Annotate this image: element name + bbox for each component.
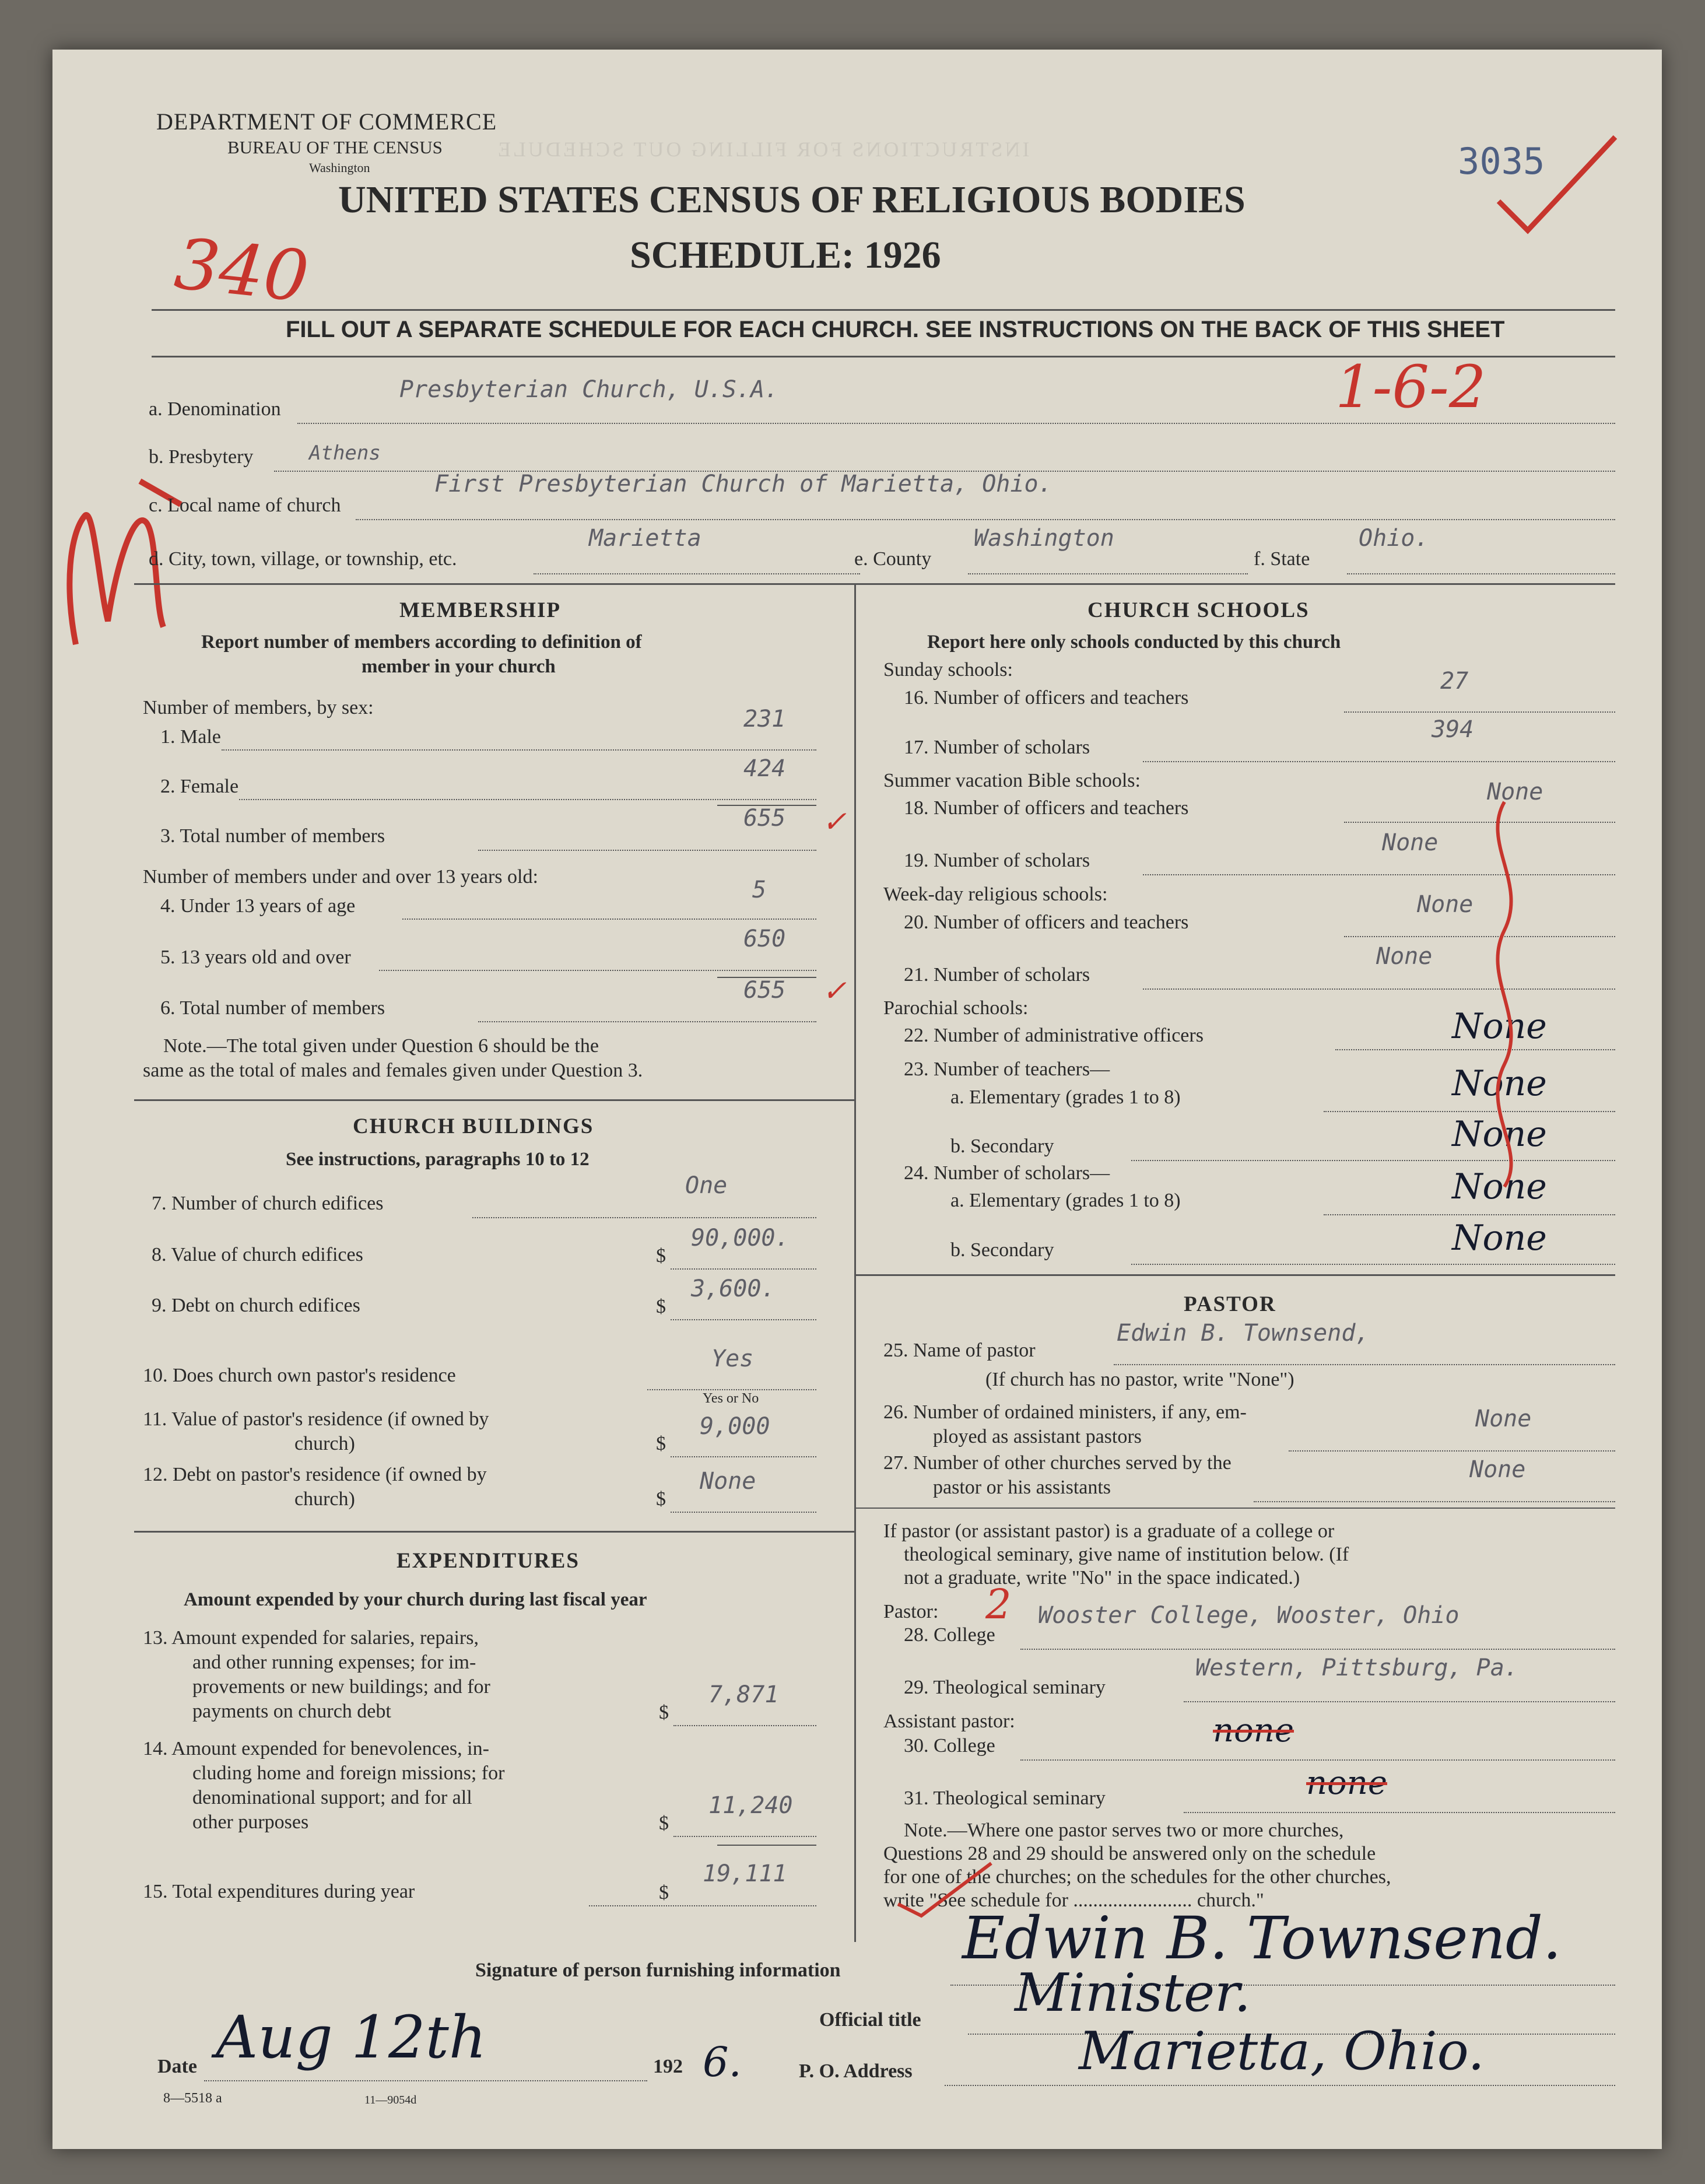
church-buildings-heading: CHURCH BUILDINGS <box>353 1114 594 1138</box>
po-address-label: P. O. Address <box>799 2060 913 2082</box>
q9-label: 9. Debt on church edifices <box>152 1295 360 1316</box>
q11-label-line1: 11. Value of pastor's residence (if owned by <box>143 1408 489 1430</box>
membership-note-line2: same as the total of males and females given under Question 3. <box>143 1060 643 1081</box>
q10-label: 10. Does church own pastor's residence <box>143 1365 456 1386</box>
presbytery-label: b. Presbytery <box>149 446 254 468</box>
q17-label: 17. Number of scholars <box>904 737 1090 758</box>
q15-label: 15. Total expenditures during year <box>143 1881 415 1902</box>
q14-label-line2: cluding home and foreign missions; for <box>192 1762 505 1784</box>
q20-label: 20. Number of officers and teachers <box>904 912 1189 933</box>
q4-under13-value[interactable]: 5 <box>752 877 767 903</box>
county-value[interactable]: Washington <box>974 525 1114 552</box>
q9-dollar-sign: $ <box>656 1296 666 1317</box>
q25-label: 25. Name of pastor <box>883 1340 1036 1361</box>
q10-value[interactable]: Yes <box>711 1345 754 1372</box>
membership-subtitle-line2: member in your church <box>362 656 556 677</box>
q23b-value[interactable]: None <box>1452 1114 1547 1155</box>
denomination-label: a. Denomination <box>149 398 281 420</box>
expenditures-subtitle: Amount expended by your church during last fiscal year <box>184 1589 647 1610</box>
assistant-pastor-label: Assistant pastor: <box>883 1710 1015 1732</box>
q16-label: 16. Number of officers and teachers <box>904 687 1189 709</box>
q8-dollar-sign: $ <box>656 1245 666 1267</box>
q22-value[interactable]: None <box>1452 1006 1547 1047</box>
red-checkmark-icon <box>1487 131 1627 248</box>
pastor-heading: PASTOR <box>1184 1292 1276 1316</box>
state-value[interactable]: Ohio. <box>1359 525 1429 552</box>
bleed-through-title: INSTRUCTIONS FOR FILLING OUT SCHEDULE <box>496 138 1030 161</box>
church-schools-heading: CHURCH SCHOOLS <box>1087 598 1310 622</box>
form-title: UNITED STATES CENSUS OF RELIGIOUS BODIES <box>338 178 1246 221</box>
q19-value[interactable]: None <box>1382 829 1439 856</box>
q2-female-value[interactable]: 424 <box>743 755 786 782</box>
graduate-instruction-line2: theological seminary, give name of institution below. (If <box>904 1544 1349 1565</box>
q13-label-line1: 13. Amount expended for salaries, repairs, <box>143 1627 479 1649</box>
q17-value[interactable]: 394 <box>1432 716 1474 743</box>
q24b-label: b. Secondary <box>950 1239 1054 1261</box>
state-label: f. State <box>1254 548 1310 570</box>
q14-label-line3: denominational support; and for all <box>192 1787 472 1808</box>
q12-label-line1: 12. Debt on pastor's residence (if owned by <box>143 1464 487 1485</box>
local-name-value[interactable]: First Presbyterian Church of Marietta, Ohio. <box>434 471 1053 497</box>
church-buildings-subtitle: See instructions, paragraphs 10 to 12 <box>286 1149 590 1170</box>
q18-value[interactable]: None <box>1487 779 1543 805</box>
by-age-label: Number of members under and over 13 years old: <box>143 866 538 888</box>
stamp-number: 3035 <box>1458 140 1545 183</box>
q19-label: 19. Number of scholars <box>904 850 1090 871</box>
q27-label-line2: pastor or his assistants <box>933 1477 1111 1498</box>
q4-under13-label: 4. Under 13 years of age <box>160 895 356 917</box>
q9-value[interactable]: 3,600. <box>691 1275 776 1302</box>
q31-label: 31. Theological seminary <box>904 1787 1106 1809</box>
bureau-city: Washington <box>309 160 370 175</box>
city-value[interactable]: Marietta <box>589 525 701 552</box>
red-number-annotation: 340 <box>171 223 313 318</box>
expenditures-heading: EXPENDITURES <box>397 1549 580 1573</box>
sunday-schools-label: Sunday schools: <box>883 659 1013 681</box>
q13-dollar-sign: $ <box>659 1702 669 1723</box>
by-sex-label: Number of members, by sex: <box>143 697 374 718</box>
q3-total-value[interactable]: 655 <box>743 805 786 832</box>
q6-total-value[interactable]: 655 <box>743 977 786 1004</box>
q31-value[interactable]: none <box>1306 1764 1387 1802</box>
q23a-label: a. Elementary (grades 1 to 8) <box>950 1086 1181 1108</box>
weekday-schools-label: Week-day religious schools: <box>883 884 1108 905</box>
q23a-value[interactable]: None <box>1452 1063 1547 1104</box>
q12-label-line2: church) <box>294 1488 355 1510</box>
q23-label: 23. Number of teachers— <box>904 1058 1110 1080</box>
red-tick-icon: ✓ <box>822 805 847 839</box>
pastor-sub-label: Pastor: <box>883 1601 939 1622</box>
q21-label: 21. Number of scholars <box>904 964 1090 986</box>
census-schedule-page <box>52 50 1662 2149</box>
q11-value[interactable]: 9,000 <box>700 1413 770 1440</box>
q24-label: 24. Number of scholars— <box>904 1162 1110 1184</box>
q29-label: 29. Theological seminary <box>904 1677 1106 1698</box>
q28-label: 28. College <box>904 1624 995 1646</box>
pastor-note-line3: for one of the churches; on the schedules for the other churches, <box>883 1866 1391 1888</box>
q26-label-line1: 26. Number of ordained ministers, if any, em- <box>883 1401 1247 1423</box>
signature-value[interactable]: Edwin B. Townsend. <box>962 1904 1562 1972</box>
q14-dollar-sign: $ <box>659 1813 669 1834</box>
schedule-title: SCHEDULE: 1926 <box>630 234 941 276</box>
q29-value[interactable]: Western, Pittsburg, Pa. <box>1195 1654 1518 1681</box>
q24b-value[interactable]: None <box>1452 1218 1547 1258</box>
official-title-label: Official title <box>819 2009 921 2031</box>
department-name: DEPARTMENT OF COMMERCE <box>156 108 497 135</box>
q10-hint: Yes or No <box>703 1391 759 1406</box>
membership-heading: MEMBERSHIP <box>399 598 561 622</box>
pastor-note-line2: Questions 28 and 29 should be answered only on the schedule <box>883 1843 1376 1864</box>
separate-schedule-instruction: FILL OUT A SEPARATE SCHEDULE FOR EACH CHURCH. SEE INSTRUCTIONS ON THE BACK OF THIS SHEET <box>286 317 1505 342</box>
date-label: Date <box>157 2056 197 2077</box>
church-schools-subtitle: Report here only schools conducted by this church <box>927 632 1341 653</box>
q27-label-line1: 27. Number of other churches served by the <box>883 1452 1232 1474</box>
q30-value[interactable]: none <box>1213 1712 1294 1750</box>
q18-label: 18. Number of officers and teachers <box>904 797 1189 819</box>
membership-subtitle-line1: Report number of members according to definition of <box>201 632 642 653</box>
q24a-value[interactable]: None <box>1452 1166 1547 1207</box>
q28-value[interactable]: Wooster College, Wooster, Ohio <box>1038 1602 1460 1629</box>
q8-value[interactable]: 90,000. <box>691 1225 790 1251</box>
q13-label-line2: and other running expenses; for im- <box>192 1652 476 1673</box>
q25-value[interactable]: Edwin B. Townsend, <box>1117 1320 1370 1347</box>
red-tick-icon: ✓ <box>822 974 847 1008</box>
q6-total-label: 6. Total number of members <box>160 997 385 1019</box>
q24a-label: a. Elementary (grades 1 to 8) <box>950 1190 1181 1211</box>
q16-value[interactable]: 27 <box>1440 668 1469 695</box>
q1-male-label: 1. Male <box>160 726 221 748</box>
graduate-instruction-line1: If pastor (or assistant pastor) is a graduate of a college or <box>883 1520 1335 1542</box>
denomination-value[interactable]: Presbyterian Church, U.S.A. <box>399 376 779 403</box>
bureau-name: BUREAU OF THE CENSUS <box>227 137 443 157</box>
q12-value[interactable]: None <box>700 1468 756 1495</box>
q7-value[interactable]: One <box>685 1172 728 1199</box>
q11-dollar-sign: $ <box>656 1433 666 1454</box>
signature-label: Signature of person furnishing information <box>475 1959 841 1981</box>
q5-over13-label: 5. 13 years old and over <box>160 946 351 968</box>
date-value[interactable]: Aug 12th <box>216 2003 487 2071</box>
presbytery-value[interactable]: Athens <box>309 441 381 465</box>
q3-total-label: 3. Total number of members <box>160 825 385 847</box>
county-label: e. County <box>854 548 932 570</box>
q13-label-line4: payments on church debt <box>192 1701 391 1722</box>
q23b-label: b. Secondary <box>950 1135 1054 1157</box>
q14-label-line1: 14. Amount expended for benevolences, in- <box>143 1738 489 1759</box>
print-code: 11—9054d <box>364 2094 417 2106</box>
q5-over13-value[interactable]: 650 <box>743 926 786 952</box>
q13-value[interactable]: 7,871 <box>708 1681 779 1708</box>
q12-dollar-sign: $ <box>656 1488 666 1510</box>
form-code: 8—5518 a <box>163 2091 222 2106</box>
q26-label-line2: ployed as assistant pastors <box>933 1426 1142 1447</box>
q25-hint: (If church has no pastor, write "None") <box>985 1369 1294 1390</box>
q13-label-line3: provements or new buildings; and for <box>192 1676 490 1698</box>
q2-female-label: 2. Female <box>160 776 239 797</box>
q26-value[interactable]: None <box>1475 1405 1532 1432</box>
graduate-instruction-line3: not a graduate, write "No" in the space indicated.) <box>904 1567 1300 1589</box>
city-label: d. City, town, village, or township, etc. <box>149 548 457 570</box>
red-pastor-mark: 2 <box>985 1580 1012 1628</box>
q15-value[interactable]: 19,111 <box>703 1860 787 1887</box>
q21-value[interactable]: None <box>1376 943 1433 970</box>
q11-label-line2: church) <box>294 1433 355 1454</box>
q22-label: 22. Number of administrative officers <box>904 1025 1204 1046</box>
q8-label: 8. Value of church edifices <box>152 1244 363 1265</box>
red-bracket-mark-icon <box>1469 796 1539 1193</box>
membership-note-line1: Note.—The total given under Question 6 should be the <box>163 1035 599 1057</box>
year-prefix: 192 <box>653 2056 683 2077</box>
local-name-label: c. Local name of church <box>149 495 341 516</box>
year-suffix[interactable]: 6. <box>703 2038 742 2086</box>
q1-male-value[interactable]: 231 <box>743 706 786 732</box>
po-address-value[interactable]: Marietta, Ohio. <box>1079 2021 1485 2082</box>
q27-value[interactable]: None <box>1469 1456 1526 1483</box>
pastor-note-line4: write "See schedule for ........................ church." <box>883 1889 1264 1911</box>
q14-label-line4: other purposes <box>192 1811 309 1833</box>
vacation-schools-label: Summer vacation Bible schools: <box>883 770 1141 791</box>
parochial-schools-label: Parochial schools: <box>883 997 1029 1019</box>
pastor-note-line1: Note.—Where one pastor serves two or more churches, <box>904 1820 1344 1841</box>
red-code-annotation: 1-6-2 <box>1335 353 1486 421</box>
q15-dollar-sign: $ <box>659 1882 669 1903</box>
q14-value[interactable]: 11,240 <box>708 1792 793 1819</box>
q30-label: 30. College <box>904 1735 995 1757</box>
q7-label: 7. Number of church edifices <box>152 1193 384 1214</box>
q20-value[interactable]: None <box>1417 891 1474 918</box>
official-title-value[interactable]: Minister. <box>1015 1962 1251 2024</box>
